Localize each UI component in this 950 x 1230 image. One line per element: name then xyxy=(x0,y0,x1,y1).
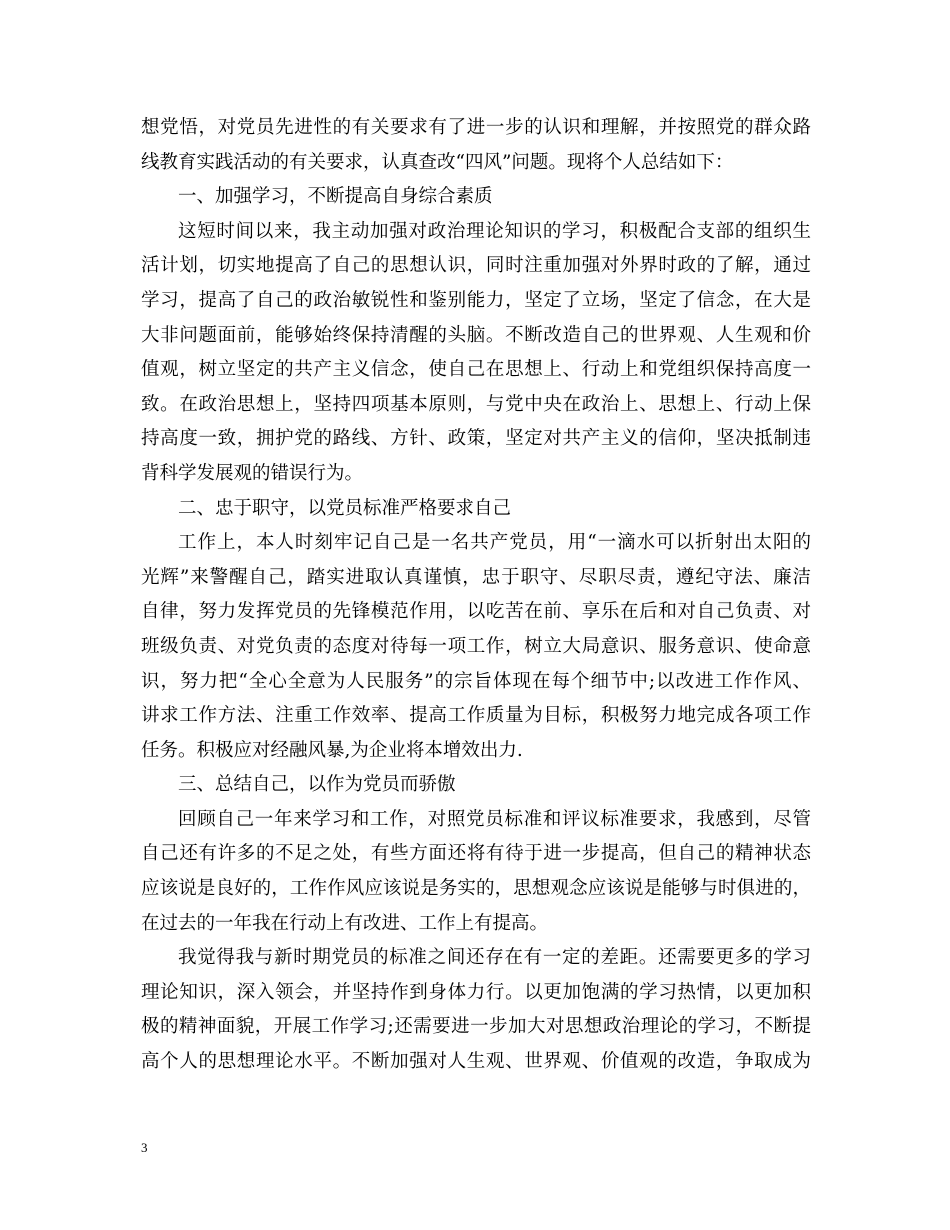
paragraph-line: 背科学发展观的错误行为。 xyxy=(141,462,364,484)
paragraph-line: 值观，树立坚定的共产主义信念，使自己在思想上、行动上和党组织保持高度一 xyxy=(141,359,811,381)
paragraph-line: 自己还有许多的不足之处，有些方面还将有待于进一步提高，但自己的精神状态 xyxy=(141,843,811,865)
paragraph-line: 极的精神面貌，开展工作学习;还需要进一步加大对思想政治理论的学习，不断提 xyxy=(141,1016,811,1038)
paragraph-line: 应该说是良好的，工作作风应该说是务实的，思想观念应该说是能够与时俱进的， xyxy=(141,878,811,900)
paragraph-line: 回顾自己一年来学习和工作，对照党员标准和评议标准要求，我感到，尽管 xyxy=(178,808,811,830)
paragraph-line: 学习，提高了自己的政治敏锐性和鉴别能力，坚定了立场，坚定了信念，在大是 xyxy=(141,289,811,311)
section-heading-2: 二、忠于职守，以党员标准严格要求自己 xyxy=(178,497,512,519)
paragraph-line: 我觉得我与新时期党员的标准之间还存在有一定的差距。还需要更多的学习 xyxy=(178,947,811,969)
page-number: 3 xyxy=(141,1140,148,1155)
paragraph-line: 理论知识，深入领会，并坚持作到身体力行。以更加饱满的学习热情，以更加积 xyxy=(141,981,811,1003)
paragraph-line: 工作上，本人时刻牢记自己是一名共产党员，用“一滴水可以折射出太阳的 xyxy=(178,532,811,554)
paragraph-line: 大非问题面前，能够始终保持清醒的头脑。不断改造自己的世界观、人生观和价 xyxy=(141,324,811,346)
paragraph-line: 任务。积极应对经融风暴,为企业将本增效出力. xyxy=(141,739,523,761)
document-body xyxy=(141,111,811,1080)
paragraph-line: 高个人的思想理论水平。不断加强对人生观、世界观、价值观的改造，争取成为 xyxy=(141,1051,811,1073)
paragraph-line: 自律，努力发挥党员的先锋模范作用，以吃苦在前、享乐在后和对自己负责、对 xyxy=(141,601,811,623)
paragraph-line: 活计划，切实地提高了自己的思想认识，同时注重加强对外界时政的了解，通过 xyxy=(141,255,811,277)
paragraph-line: 在过去的一年我在行动上有改进、工作上有提高。 xyxy=(141,912,549,934)
section-heading-1: 一、加强学习，不断提高自身综合素质 xyxy=(178,186,493,208)
paragraph-line: 光辉”来警醒自己，踏实进取认真谨慎，忠于职守、尽职尽责，遵纪守法、廉洁 xyxy=(141,566,811,588)
paragraph-line: 班级负责、对党负责的态度对待每一项工作，树立大局意识、服务意识、使命意 xyxy=(141,635,811,657)
paragraph-line: 想党悟，对党员先进性的有关要求有了进一步的认识和理解，并按照党的群众路 xyxy=(141,117,811,138)
paragraph-line: 持高度一致，拥护党的路线、方针、政策，坚定对共产主义的信仰，坚决抵制违 xyxy=(141,428,811,450)
paragraph-line: 这短时间以来，我主动加强对政治理论知识的学习，积极配合支部的组织生 xyxy=(178,220,811,242)
paragraph-line: 识，努力把“全心全意为人民服务”的宗旨体现在每个细节中;以改进工作作风、 xyxy=(141,670,811,692)
section-heading-3: 三、总结自己，以作为党员而骄傲 xyxy=(178,774,456,796)
paragraph-line: 致。在政治思想上，坚持四项基本原则，与党中央在政治上、思想上、行动上保 xyxy=(141,393,811,415)
paragraph-line: 线教育实践活动的有关要求，认真查改“四风”问题。现将个人总结如下： xyxy=(141,151,734,173)
paragraph-line: 讲求工作方法、注重工作效率、提高工作质量为目标，积极努力地完成各项工作 xyxy=(141,705,811,727)
